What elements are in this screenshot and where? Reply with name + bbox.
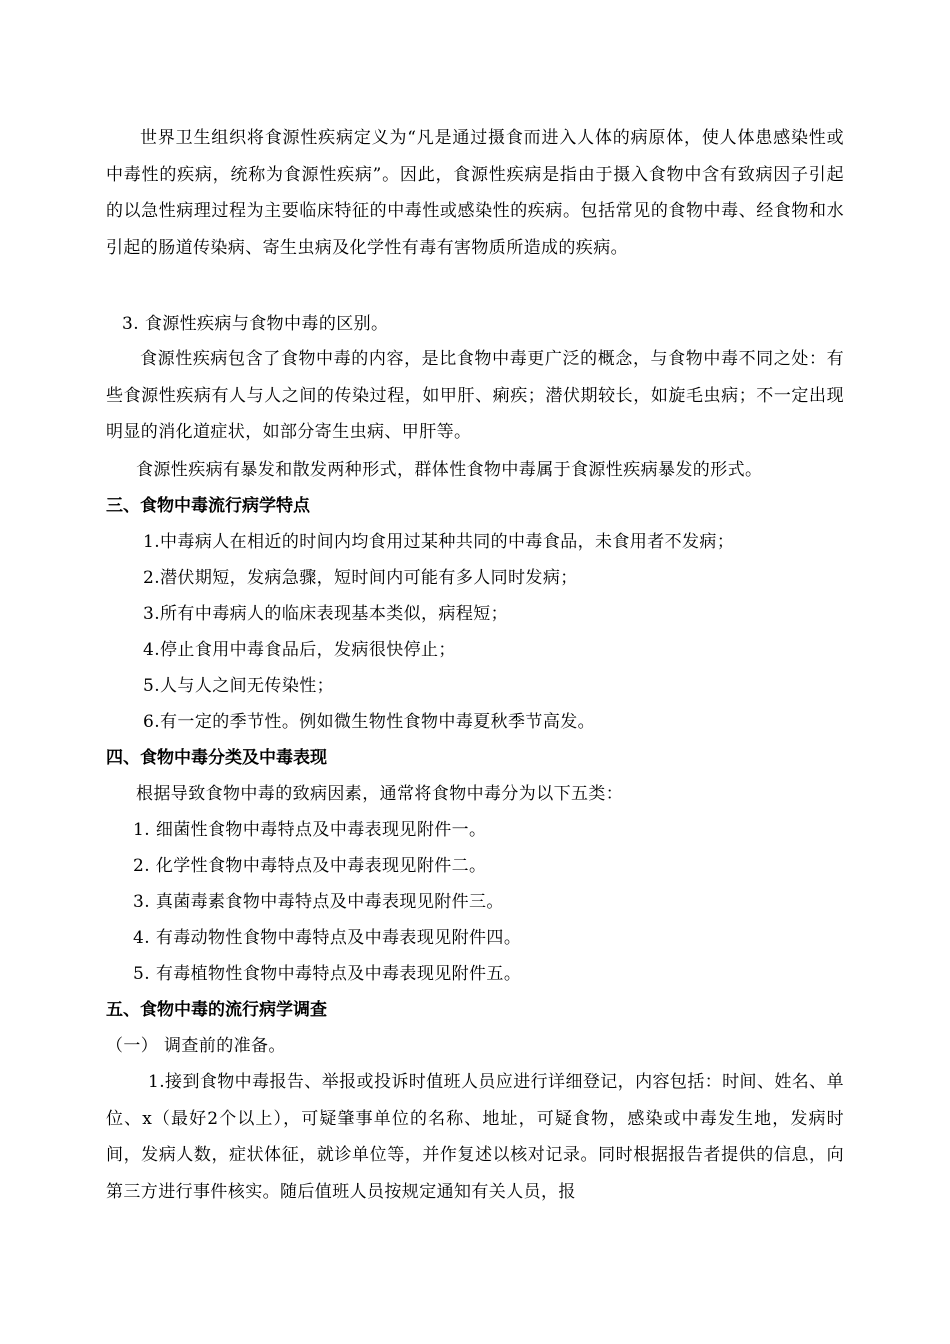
section-4-item-3: 3. 真菌毒素食物中毒特点及中毒表现见附件三。 bbox=[133, 892, 504, 912]
section-3-item-1: 1.中毒病人在相近的时间内均食用过某种共同的中毒食品，未食用者不发病； bbox=[143, 532, 735, 552]
difference-paragraph: 食源性疾病包含了食物中毒的内容，是比食物中毒更广泛的概念，与食物中毒不同之处：有些食源性疾病有人与人之间的传染过程，如甲肝、痢疾；潜伏期较长，如旋毛虫病；不一定出现明显的消化道症状，如部分寄生虫病、甲肝等。 bbox=[106, 349, 844, 443]
section-4-item-4: 4. 有毒动物性食物中毒特点及中毒表现见附件四。 bbox=[133, 928, 522, 948]
section-5-preparation-paragraph: 1.接到食物中毒报告、举报或投诉时值班人员应进行详细登记，内容包括：时间、姓名、单位、x（最好2个以上），可疑肇事单位的名称、地址，可疑食物，感染或中毒发生地，发病时间，发病人数，症状体征，就诊单位等，并作复述以核对记录。同时根据报告者提供的信息，向第三方进行事件核实。随后值班人员按规定通知有关人员，报 bbox=[106, 1072, 844, 1202]
outbreak-form-paragraph: 食源性疾病有暴发和散发两种形式，群体性食物中毒属于食源性疾病暴发的形式。 bbox=[136, 460, 763, 480]
section-4-item-1: 1. 细菌性食物中毒特点及中毒表现见附件一。 bbox=[133, 820, 487, 840]
section-4-title: 四、食物中毒分类及中毒表现 bbox=[106, 748, 327, 768]
section-3-item-3: 3.所有中毒病人的临床表现基本类似，病程短； bbox=[143, 604, 509, 624]
item-3-difference-heading: 3. 食源性疾病与食物中毒的区别。 bbox=[122, 314, 389, 334]
section-4-item-2: 2. 化学性食物中毒特点及中毒表现见附件二。 bbox=[133, 856, 487, 876]
section-5-subsection-1: （一） 调查前的准备。 bbox=[106, 1036, 286, 1056]
section-3-item-4: 4.停止食用中毒食品后，发病很快停止； bbox=[143, 640, 456, 660]
section-3-item-5: 5.人与人之间无传染性； bbox=[143, 676, 335, 696]
section-5-title: 五、食物中毒的流行病学调查 bbox=[106, 1000, 327, 1020]
section-3-title: 三、食物中毒流行病学特点 bbox=[106, 496, 310, 516]
section-3-item-6: 6.有一定的季节性。例如微生物性食物中毒夏秋季节高发。 bbox=[143, 712, 596, 732]
intro-paragraph-who-definition: 世界卫生组织将食源性疾病定义为“凡是通过摄食而进入人体的病原体，使人体患感染性或中毒性的疾病，统称为食源性疾病”。因此，食源性疾病是指由于摄入食物中含有致病因子引起的以急性病理过程为主要临床特征的中毒性或感染性的疾病。包括常见的食物中毒、经食物和水引起的肠道传染病、寄生虫病及化学性有毒有害物质所造成的疾病。 bbox=[106, 128, 844, 258]
section-4-intro: 根据导致食物中毒的致病因素，通常将食物中毒分为以下五类： bbox=[136, 784, 624, 804]
section-4-item-5: 5. 有毒植物性食物中毒特点及中毒表现见附件五。 bbox=[133, 964, 522, 984]
section-3-item-2: 2.潜伏期短，发病急骤，短时间内可能有多人同时发病； bbox=[143, 568, 578, 588]
